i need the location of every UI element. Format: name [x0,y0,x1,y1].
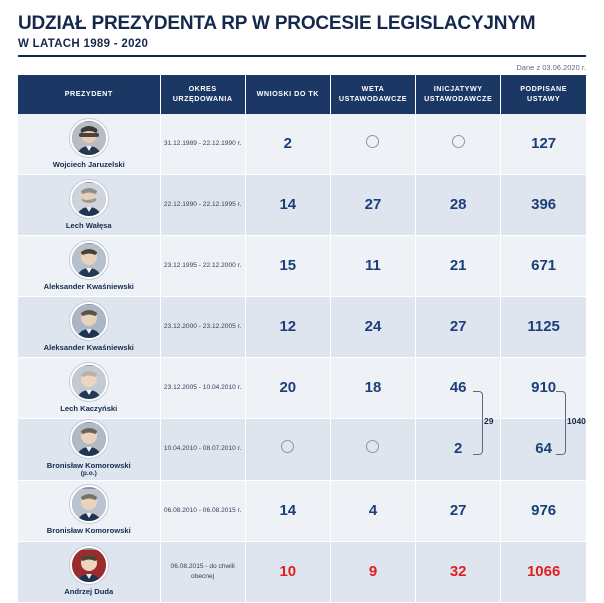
weta-cell [330,114,415,175]
term-cell: 31.12.1989 - 22.12.1990 r. [160,114,245,175]
table-row [18,541,586,602]
portrait-icon [72,244,106,278]
legislative-table [18,75,586,603]
zero-circle-icon [366,440,379,453]
title-divider [18,55,586,57]
inicjatywy-cell [416,174,501,235]
president-cell [18,174,160,235]
column-header-president: PREZYDENT [18,75,160,114]
ustawy-value: 64 [535,440,552,458]
zero-circle-icon [281,440,294,453]
term-cell: 10.04.2010 - 08.07.2010 r. [160,418,245,480]
column-header-term: OKRES URZĘDOWANIA [160,75,245,114]
ustawy-value: 1125 [527,317,560,335]
president-name: Aleksander Kwaśniewski [43,281,134,291]
zero-circle-icon [366,135,379,148]
table-row [18,357,586,418]
weta-value: 9 [368,562,378,580]
ustawy-value: 127 [531,134,557,152]
source-note: Dane z 03.06.2020 r. [516,62,586,72]
ustawy-cell [501,235,586,296]
wnioski-value: 14 [279,501,297,519]
portrait-icon [72,423,106,457]
brace-label-inicjatywy: 29 [484,415,494,426]
ustawy-value: 910 [531,378,557,396]
table-row [18,480,586,541]
column-header-inicjatywy: INICJATYWY USTAWODAWCZE [416,75,501,114]
term-cell: 22.12.1990 - 22.12.1995 r. [160,174,245,235]
weta-value: 24 [364,317,382,335]
inicjatywy-cell [416,415,501,480]
inicjatywy-value: 46 [449,378,467,396]
wnioski-value: 12 [279,317,297,335]
table-row [18,174,586,235]
president-cell [18,418,160,480]
inicjatywy-cell [416,235,501,296]
avatar [70,363,108,401]
table-header [18,75,586,114]
portrait-icon [72,489,106,523]
portrait-icon [72,122,106,156]
president-name: Lech Kaczyński [60,403,118,413]
ustawy-value: 976 [531,501,557,519]
president-cell [18,480,160,541]
weta-cell [330,296,415,357]
president-name: Aleksander Kwaśniewski [43,342,134,352]
ustawy-cell [501,174,586,235]
weta-value: 11 [365,256,381,274]
avatar [70,546,108,584]
inicjatywy-value: 27 [449,501,467,519]
table-body [18,114,586,602]
weta-value: 4 [368,501,378,519]
president-name: Wojciech Jaruzelski [52,159,125,169]
table-row [18,114,586,175]
inicjatywy-value: 27 [449,317,467,335]
wnioski-cell [245,235,330,296]
wnioski-cell [245,418,330,480]
ustawy-value: 1066 [526,562,561,580]
brace-label-ustawy: 1040 [567,415,586,426]
wnioski-cell [245,114,330,175]
term-cell: 23.12.2005 - 10.04.2010 r. [160,357,245,418]
weta-value: 27 [364,195,382,213]
weta-cell [330,235,415,296]
column-header-wnioski: WNIOSKI DO TK [245,75,330,114]
zero-circle-icon [452,135,465,148]
weta-cell [330,418,415,480]
president-cell [18,114,160,175]
president-name-text: Bronisław Komorowski [46,460,131,470]
wnioski-value: 14 [279,195,297,213]
term-cell: 06.08.2010 - 06.08.2015 r. [160,480,245,541]
page-title: UDZIAŁ PREZYDENTA RP W PROCESIE LEGISLACYJNYM [18,13,536,34]
president-cell [18,235,160,296]
ustawy-value: 671 [531,256,557,274]
ustawy-cell [501,480,586,541]
avatar [70,302,108,340]
page-subtitle: W LATACH 1989 - 2020 [18,37,149,50]
inicjatywy-cell [416,114,501,175]
ustawy-cell [501,296,586,357]
portrait-icon [72,183,106,217]
term-cell: 06.08.2015 - do chwili obecnej [160,541,245,602]
president-name: Andrzej Duda [64,587,114,597]
weta-cell [330,357,415,418]
inicjatywy-value: 28 [449,195,467,213]
avatar [70,119,108,157]
weta-cell [330,174,415,235]
wnioski-value: 20 [279,378,297,396]
avatar [70,180,108,218]
term-cell: 23.12.1995 - 22.12.2000 r. [160,235,245,296]
table-row [18,235,586,296]
term-cell: 23.12.2000 - 23.12.2005 r. [160,296,245,357]
ustawy-value: 396 [531,195,557,213]
president-name [47,461,131,479]
inicjatywy-cell [416,357,501,418]
inicjatywy-cell [416,480,501,541]
president-cell [18,541,160,602]
avatar [70,241,108,279]
weta-value: 18 [364,378,382,396]
wnioski-value: 10 [279,562,297,580]
wnioski-value: 15 [279,256,297,274]
avatar [70,420,108,458]
wnioski-cell [245,357,330,418]
inicjatywy-value: 2 [454,440,463,458]
ustawy-cell [501,541,586,602]
ustawy-cell [501,415,586,480]
wnioski-cell [245,174,330,235]
wnioski-cell [245,296,330,357]
inicjatywy-cell [416,541,501,602]
portrait-icon [72,305,106,339]
president-cell [18,296,160,357]
avatar [70,485,108,523]
weta-cell [330,480,415,541]
ustawy-cell [501,357,586,418]
inicjatywy-cell [416,296,501,357]
weta-cell [330,541,415,602]
column-header-ustawy: PODPISANE USTAWY [501,75,586,114]
portrait-icon [72,550,106,584]
wnioski-cell [245,480,330,541]
portrait-icon [72,366,106,400]
president-name-note: (p.o.) [80,470,97,478]
president-cell [18,357,160,418]
inicjatywy-value: 21 [449,256,467,274]
table-row [18,296,586,357]
ustawy-cell [501,114,586,175]
president-name: Bronisław Komorowski [46,526,131,536]
wnioski-cell [245,541,330,602]
inicjatywy-value: 32 [449,562,467,580]
column-header-weta: WETA USTAWODAWCZE [330,75,415,114]
president-name: Lech Wałęsa [65,220,112,230]
table-row [18,418,586,480]
wnioski-value: 2 [283,134,292,152]
